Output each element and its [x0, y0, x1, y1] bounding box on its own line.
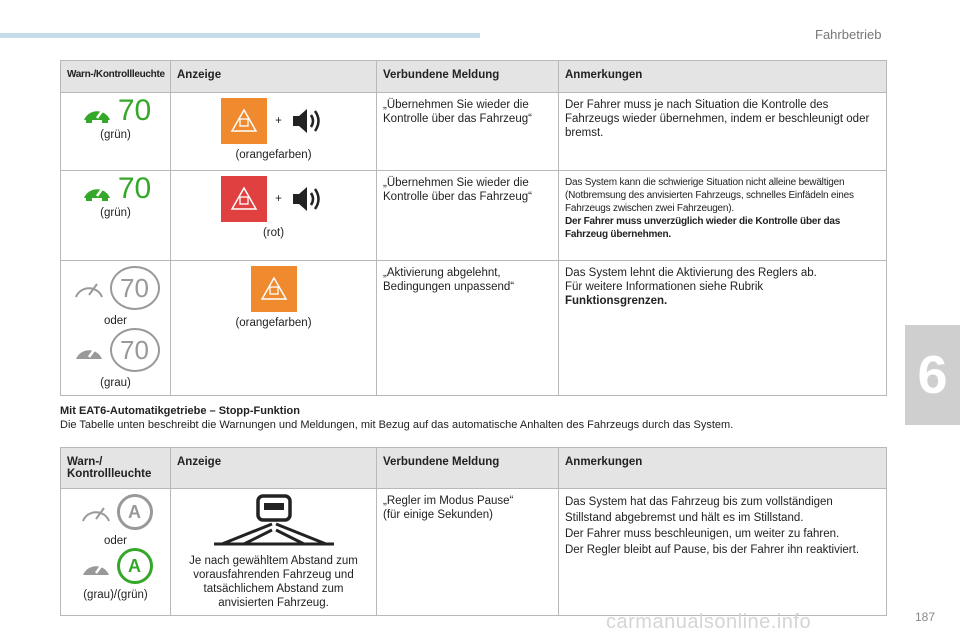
display-icons: [177, 266, 370, 312]
message-cell: [377, 93, 559, 171]
note-text: Das System hat das Fahrzeug bis zum vollständigen Stillstand abgebremst und hält es im Stillstand.: [565, 496, 833, 524]
message-cell: [377, 171, 559, 261]
col-header: Anmerkungen: [559, 448, 887, 489]
lamp-alt: [67, 548, 164, 584]
display-icons: [177, 98, 370, 144]
lamp: [67, 494, 164, 530]
table-row: [61, 261, 887, 396]
intro-block: [60, 404, 920, 432]
table-header-row: [61, 448, 887, 489]
display-cell: [171, 489, 377, 616]
road-car-icon: [177, 494, 370, 550]
display-cell: [171, 171, 377, 261]
auto-stop-icon: A: [117, 548, 153, 584]
speed-value: 70: [110, 328, 160, 372]
page-number: 187: [915, 610, 936, 624]
col-header: Verbundene Meldung: [377, 448, 559, 489]
message-text: „Übernehmen Sie wieder die Kontrolle über das Fahrzeug“: [383, 177, 532, 203]
note-bold-text: Der Fahrer muss unverzüglich wieder die Kontrolle über das Fahrzeug übernehmen.: [565, 216, 841, 240]
top-accent-bar: [0, 33, 480, 38]
speed-value: 70: [117, 94, 152, 127]
lamp-caption: (grün): [100, 207, 131, 219]
lamp: [67, 172, 164, 205]
display-caption: (orangefarben): [235, 149, 312, 161]
lamp-cell: [61, 489, 171, 616]
plus-sign: +: [275, 193, 282, 205]
note-text-2: Der Fahrer muss beschleunigen, um weiter zu fahren.: [565, 528, 840, 540]
lamp-alt: [67, 328, 164, 372]
speaker-icon: [290, 184, 326, 214]
warning-display-icon: [221, 98, 267, 144]
lamp-cell: [61, 261, 171, 396]
speedometer-icon: [79, 553, 113, 579]
speaker-icon: [290, 106, 326, 136]
lamp-caption: (grau): [100, 377, 131, 389]
warning-display-icon: [221, 176, 267, 222]
lamp-or: oder: [103, 535, 128, 547]
display-caption: (orangefarben): [235, 317, 312, 329]
speedometer-icon: [72, 337, 106, 363]
lamp-cell: [61, 171, 171, 261]
note-text: Der Fahrer muss je nach Situation die Kontrolle des Fahrzeugs wieder übernehmen, indem er beschleunigt oder bremst.: [565, 99, 870, 139]
table-row: [61, 489, 887, 616]
message-text: „Regler im Modus Pause“: [383, 495, 514, 507]
display-icons: [177, 176, 370, 222]
speed-value: 70: [117, 172, 152, 205]
speedometer-icon: [80, 98, 114, 124]
note-text: Das System kann die schwierige Situation nicht alleine bewältigen (Notbremsung des anvisierten Fahrzeugs, schnelles Einfädeln eines Fahrzeugs zwischen zwei Fahrzeugen).: [565, 177, 854, 214]
watermark: carmanualsonline.info: [606, 611, 812, 633]
message-text-2: (für einige Sekunden): [383, 509, 493, 521]
message-cell: [377, 261, 559, 396]
display-cell: [171, 261, 377, 396]
warning-display-icon: [251, 266, 297, 312]
message-text: „Aktivierung abgelehnt, Bedingungen unpassend“: [383, 267, 515, 293]
col-header: Verbundene Meldung: [377, 61, 559, 93]
message-cell: [377, 489, 559, 616]
note-text: Das System lehnt die Aktivierung des Reglers ab.: [565, 267, 817, 279]
note-cell: [559, 171, 887, 261]
table-row: [61, 171, 887, 261]
lamp-cell: [61, 93, 171, 171]
stop-function-table: [60, 447, 887, 616]
table-row: [61, 93, 887, 171]
display-caption: (rot): [262, 227, 285, 239]
speedometer-icon: [80, 176, 114, 202]
plus-sign: +: [275, 115, 282, 127]
chapter-number: 6: [917, 345, 948, 405]
col-header: Warn-/ Kontrollleuchte: [61, 448, 171, 489]
lamp-caption: (grau)/(grün): [83, 589, 148, 601]
col-header: Anmerkungen: [559, 61, 887, 93]
display-cell: [171, 93, 377, 171]
note-text-2: Für weitere Informationen siehe Rubrik: [565, 281, 764, 293]
warnings-table: [60, 60, 887, 396]
speed-value: 70: [110, 266, 160, 310]
note-text-3: Der Regler bleibt auf Pause, bis der Fahrer ihn reaktiviert.: [565, 544, 860, 556]
lamp-caption: (grün): [100, 129, 131, 141]
table-header-row: [61, 61, 887, 93]
lamp: [67, 94, 164, 127]
intro-title: Mit EAT6-Automatikgetriebe – Stopp-Funktion: [60, 405, 300, 417]
col-header: Warn-/Kontrollleuchte: [61, 61, 171, 93]
speedometer-icon: [79, 499, 113, 525]
intro-text: Die Tabelle unten beschreibt die Warnungen und Meldungen, mit Bezug auf das automatische Anhalten des Fahrzeugs durch das System.: [60, 419, 734, 431]
col-header: Anzeige: [171, 61, 377, 93]
auto-stop-icon: A: [117, 494, 153, 530]
note-cell: [559, 489, 887, 616]
note-cell: [559, 93, 887, 171]
note-cell: [559, 261, 887, 396]
lamp: [67, 266, 164, 310]
col-header: Anzeige: [171, 448, 377, 489]
speedometer-icon: [72, 275, 106, 301]
note-bold-text: Funktionsgrenzen.: [565, 295, 668, 307]
section-title: Fahrbetrieb: [815, 27, 882, 42]
message-text: „Übernehmen Sie wieder die Kontrolle über das Fahrzeug“: [383, 99, 532, 125]
display-caption: Je nach gewähltem Abstand zum vorausfahrenden Fahrzeug und tatsächlichem Abstand zum anvisierten Fahrzeug.: [189, 555, 358, 609]
lamp-or: oder: [103, 315, 128, 327]
